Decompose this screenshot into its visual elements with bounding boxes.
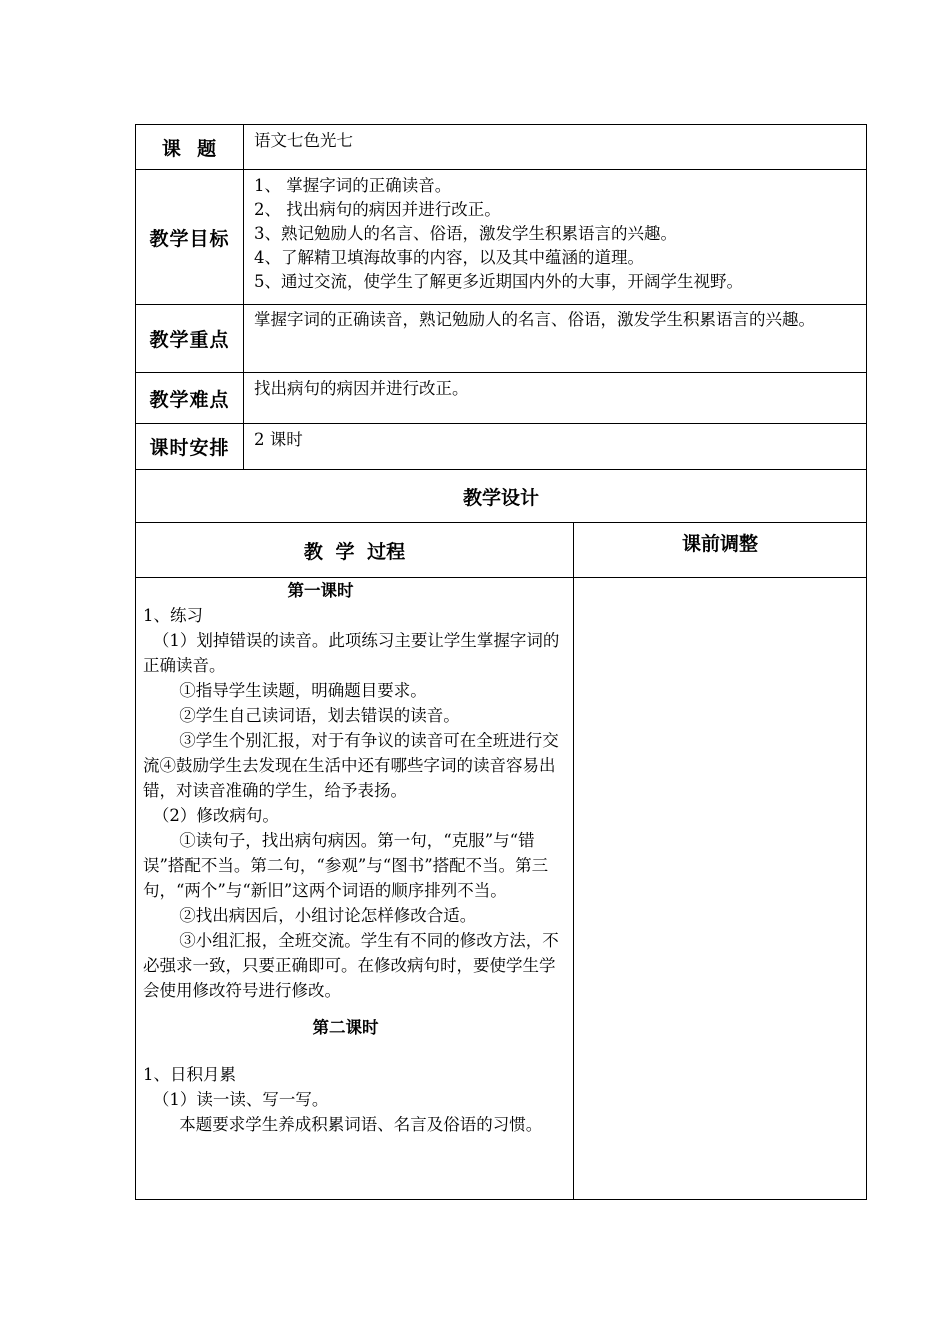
lesson2-title: 第二课时 — [312, 1018, 379, 1037]
difficulties-value: 找出病句的病因并进行改正。 — [254, 379, 469, 398]
process-header: 教 学 过程 — [303, 540, 406, 563]
process-paragraph: （2）修改病句。 — [152, 806, 279, 825]
process-paragraph: ①读句子，找出病句病因。第一句，“克服”与“错误”搭配不当。第二句，“参观”与“图书”搭配不当。第三句，“两个”与“新旧”这两个词语的顺序排列不当。 — [143, 831, 549, 900]
goal-item: 3、熟记勉励人的名言、俗语，激发学生积累语言的兴趣。 — [254, 224, 677, 243]
goal-item: 2、 找出病句的病因并进行改正。 — [254, 200, 501, 219]
adjust-cell — [574, 578, 866, 1199]
adjust-header-cell — [574, 523, 866, 577]
process-paragraph: ③小组汇报，全班交流。学生有不同的修改方法，不必强求一致，只要正确即可。在修改病句时，要使学生学会使用修改符号进行修改。 — [143, 931, 559, 1000]
schedule-value: 2 课时 — [254, 430, 303, 449]
key-points-value: 掌握字词的正确读音，熟记勉励人的名言、俗语，激发学生积累语言的兴趣。 — [254, 310, 815, 329]
design-header-row — [136, 523, 866, 578]
design-title-row — [136, 470, 866, 523]
topic-value: 语文七色光七 — [254, 131, 353, 150]
key-points-row — [136, 305, 866, 373]
topic-row — [136, 125, 866, 170]
process-paragraph: 1、练习 — [143, 606, 203, 625]
process-cell — [136, 578, 574, 1199]
spacer — [143, 1040, 568, 1062]
process-paragraph: ③学生个别汇报，对于有争议的读音可在全班进行交流④鼓励学生去发现在生活中还有哪些字词的读音容易出错，对读音准确的学生，给予表扬。 — [143, 731, 559, 800]
goal-item: 5、通过交流，使学生了解更多近期国内外的大事，开阔学生视野。 — [254, 272, 743, 291]
design-body-row — [136, 578, 866, 1199]
goals-row — [136, 170, 866, 305]
key-points-label: 教学重点 — [136, 305, 244, 372]
difficulties-label: 教学难点 — [136, 373, 244, 423]
lesson1-title: 第一课时 — [287, 581, 354, 600]
process-paragraph: ②找出病因后，小组讨论怎样修改合适。 — [179, 906, 477, 925]
process-content — [136, 578, 574, 1137]
process-paragraph: ①指导学生读题，明确题目要求。 — [179, 681, 427, 700]
process-paragraph: （1）划掉错误的读音。此项练习主要让学生掌握字词的正确读音。 — [143, 631, 560, 675]
schedule-row — [136, 424, 866, 470]
process-paragraph: （1）读一读、写一写。 — [152, 1090, 329, 1109]
goals-label: 教学目标 — [136, 170, 244, 304]
topic-label: 课 题 — [136, 125, 244, 169]
process-paragraph: 本题要求学生养成积累词语、名言及俗语的习惯。 — [179, 1115, 543, 1134]
process-paragraph: 1、日积月累 — [143, 1065, 236, 1084]
lesson-plan-table — [135, 124, 867, 1200]
goals-list — [246, 170, 866, 304]
process-paragraph: ②学生自己读词语，划去错误的读音。 — [179, 706, 460, 725]
difficulties-row — [136, 373, 866, 424]
goal-item: 4、了解精卫填海故事的内容，以及其中蕴涵的道理。 — [254, 248, 644, 267]
spacer — [143, 1003, 568, 1015]
adjust-header: 课前调整 — [681, 533, 758, 555]
goal-item: 1、 掌握字词的正确读音。 — [254, 176, 452, 195]
design-title: 教学设计 — [462, 486, 539, 509]
schedule-label: 课时安排 — [136, 424, 244, 469]
process-header-cell — [136, 523, 574, 577]
